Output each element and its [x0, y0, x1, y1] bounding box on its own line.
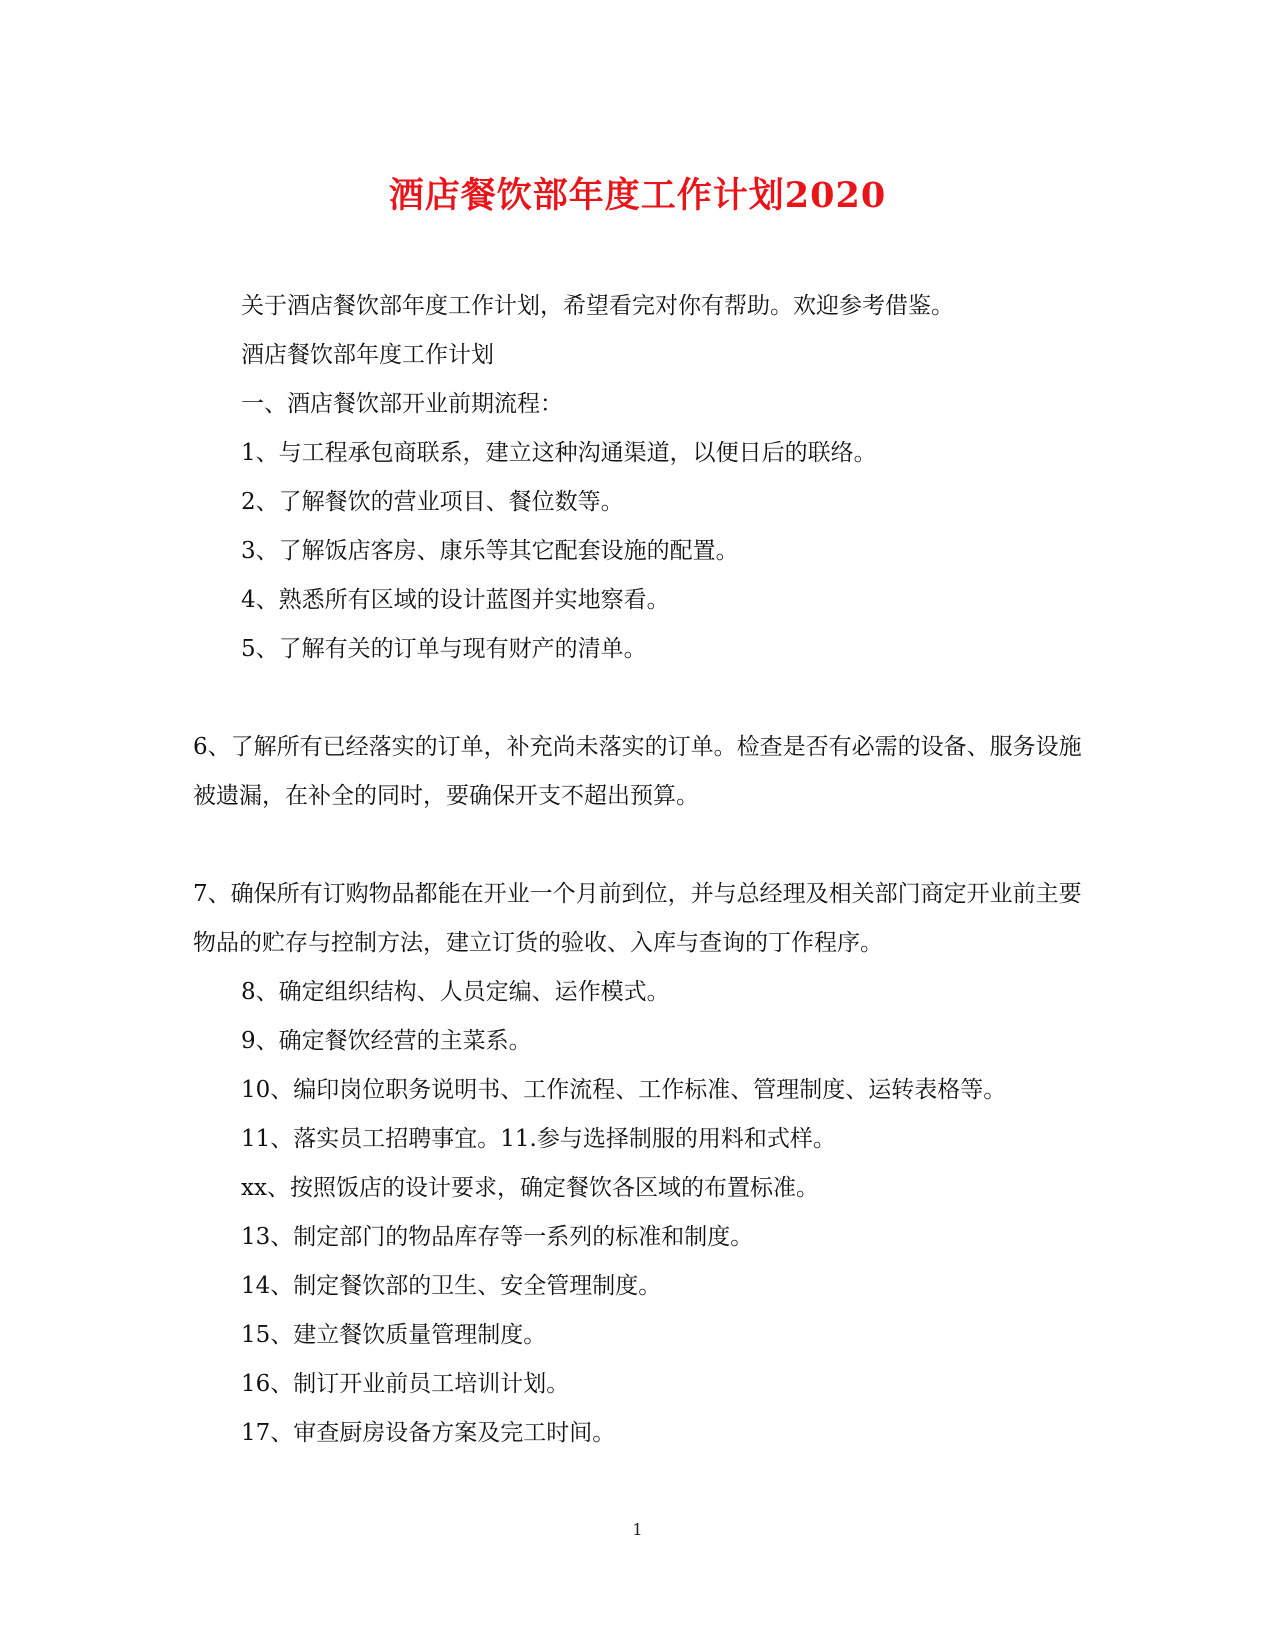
list-item: 7、确保所有订购物品都能在开业一个月前到位，并与总经理及相关部门商定开业前主要物品的贮存与控制方法，建立订货的验收、入库与查询的丁作程序。 [193, 881, 1082, 956]
list-item: 6、了解所有已经落实的订单，补充尚未落实的订单。检查是否有必需的设备、服务设施被遗漏，在补全的同时，要确保开支不超出预算。 [193, 734, 1082, 809]
document-title: 酒店餐饮部年度工作计划2020 [388, 175, 887, 216]
subheading: 酒店餐饮部年度工作计划 [241, 342, 494, 368]
document-body [193, 282, 1093, 1458]
list-item: 8、确定组织结构、人员定编、运作模式。 [241, 979, 670, 1005]
list-item: 16、制订开业前员工培训计划。 [241, 1371, 570, 1397]
list-item: 13、制定部门的物品库存等一系列的标准和制度。 [241, 1224, 754, 1250]
list-item: 2、了解餐饮的营业项目、餐位数等。 [241, 489, 624, 515]
list-item: 1、与工程承包商联系，建立这种沟通渠道，以便日后的联络。 [241, 440, 877, 466]
list-item: 11、落实员工招聘事宜。11.参与选择制服的用料和式样。 [241, 1126, 836, 1152]
list-item: 10、编印岗位职务说明书、工作流程、工作标准、管理制度、运转表格等。 [241, 1077, 1007, 1103]
list-item: xx、按照饭店的设计要求，确定餐饮各区域的布置标准。 [241, 1175, 819, 1201]
list-item: 4、熟悉所有区域的设计蓝图并实地察看。 [241, 587, 670, 613]
list-item: 9、确定餐饮经营的主菜系。 [241, 1028, 532, 1054]
intro-paragraph: 关于酒店餐饮部年度工作计划，希望看完对你有帮助。欢迎参考借鉴。 [241, 293, 954, 319]
paragraph-gap [193, 821, 1093, 870]
section-heading: 一、酒店餐饮部开业前期流程： [241, 391, 563, 417]
list-item: 17、审查厨房设备方案及完工时间。 [241, 1420, 616, 1446]
page-number: 1 [632, 1520, 643, 1539]
list-item: 5、了解有关的订单与现有财产的清单。 [241, 636, 647, 662]
paragraph-gap [193, 674, 1093, 723]
list-item: 15、建立餐饮质量管理制度。 [241, 1322, 547, 1348]
list-item: 14、制定餐饮部的卫生、安全管理制度。 [241, 1273, 662, 1299]
list-item: 3、了解饭店客房、康乐等其它配套设施的配置。 [241, 538, 739, 564]
